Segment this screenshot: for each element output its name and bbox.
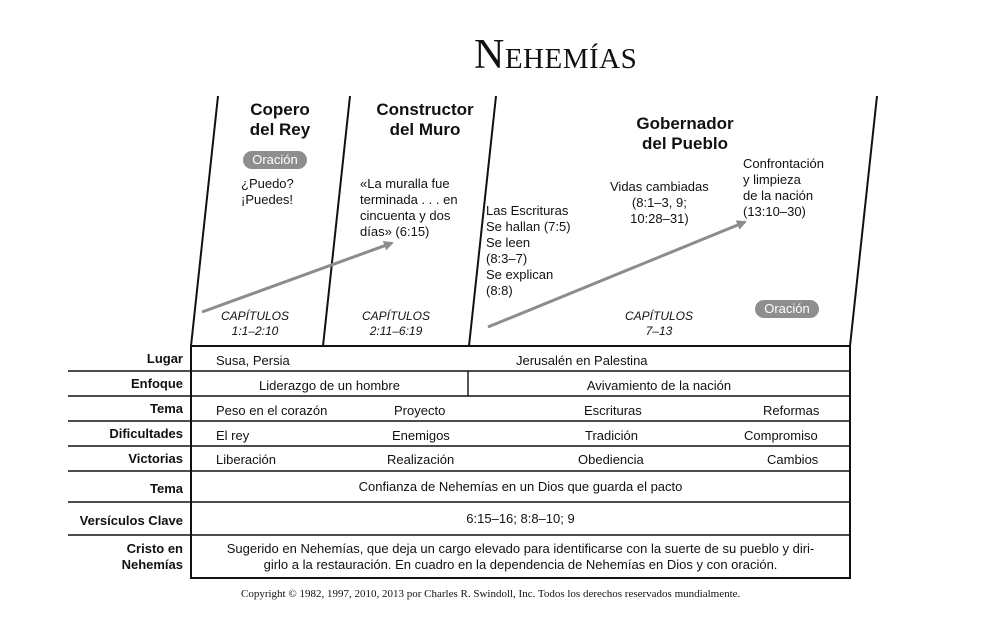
cell-versiculos: 6:15–16; 8:8–10; 9 (466, 511, 575, 526)
chapters-2 (346, 309, 446, 339)
chapters-3 (609, 309, 709, 339)
oracion-badge-left: Oración (243, 151, 307, 169)
note-vidas: Vidas cambiadas (8:1–3, 9; 10:28–31) (610, 179, 709, 226)
chapters-range: 2:11–6:19 (369, 324, 423, 338)
section-heading-gobernador: Gobernador del Pueblo (636, 114, 734, 153)
row-label-tema-2: Tema (150, 481, 183, 496)
row-label-cristo: Cristo en Nehemías (121, 541, 183, 572)
copyright-text: Copyright © 1982, 1997, 2010, 2013 por Charles R. Swindoll, Inc. Todos los derechos reservados mundialmente. (241, 588, 741, 600)
cell-tema-4: Reformas (763, 403, 820, 418)
chapters-label: CAPÍTULOS (624, 309, 693, 323)
cell-dificultades-3: Tradición (585, 428, 638, 443)
chapters-range: 1:1–2:10 (231, 324, 279, 338)
cell-dificultades-2: Enemigos (392, 428, 450, 443)
section-heading-copero: Copero del Rey (249, 100, 311, 139)
cell-victorias-1: Liberación (216, 452, 276, 467)
cell-tema-3: Escrituras (584, 403, 642, 418)
oracion-badge-right: Oración (755, 300, 819, 318)
row-label-dificultades: Dificultades (109, 426, 183, 441)
chapters-label: CAPÍTULOS (361, 309, 430, 323)
note-escrituras: Las Escrituras Se hallan (7:5) Se leen (8:3–7) Se explican (8:8) (486, 203, 571, 298)
cell-enfoque-2: Avivamiento de la nación (586, 378, 732, 393)
cell-lugar-2: Jerusalén en Palestina (516, 353, 648, 368)
row-label-lugar: Lugar (146, 351, 183, 366)
cell-cristo: Sugerido en Nehemías, que deja un cargo elevado para identificarse con la suerte de su pueblo y diri- girlo a la restauración. En cuadro en la dependencia de Nehemías en Dios y con oración. (226, 541, 815, 572)
page-title: Nehemías (474, 32, 638, 78)
cell-lugar-1: Susa, Persia (216, 353, 290, 368)
cell-enfoque-1: Liderazgo de un hombre (259, 378, 400, 393)
row-label-tema: Tema (150, 401, 183, 416)
cell-tema-1: Peso en el corazón (216, 403, 328, 418)
cell-tema-confianza: Confianza de Nehemías en un Dios que guarda el pacto (358, 479, 683, 494)
cell-dificultades-1: El rey (216, 428, 250, 443)
row-label-enfoque: Enfoque (131, 376, 183, 391)
chapters-range: 7–13 (645, 324, 673, 338)
section-heading-constructor: Constructor del Muro (376, 100, 474, 139)
cell-victorias-4: Cambios (767, 452, 819, 467)
cell-victorias-2: Realización (387, 452, 455, 467)
progress-arrow-1 (202, 243, 392, 312)
note-puedo: ¿Puedo? ¡Puedes! (241, 176, 294, 207)
row-label-victorias: Victorias (128, 451, 183, 466)
cell-dificultades-4: Compromiso (744, 428, 818, 443)
note-muralla: «La muralla fue terminada . . . en cincuenta y dos días» (6:15) (360, 176, 458, 239)
chapters-1 (205, 309, 305, 339)
note-confrontacion: Confrontación y limpieza de la nación (13:10–30) (743, 156, 824, 219)
cell-victorias-3: Obediencia (578, 452, 644, 467)
cell-tema-2: Proyecto (394, 403, 446, 418)
divider-line-4 (850, 96, 877, 346)
row-label-versiculos: Versículos Clave (79, 513, 183, 528)
chapters-label: CAPÍTULOS (220, 309, 289, 323)
